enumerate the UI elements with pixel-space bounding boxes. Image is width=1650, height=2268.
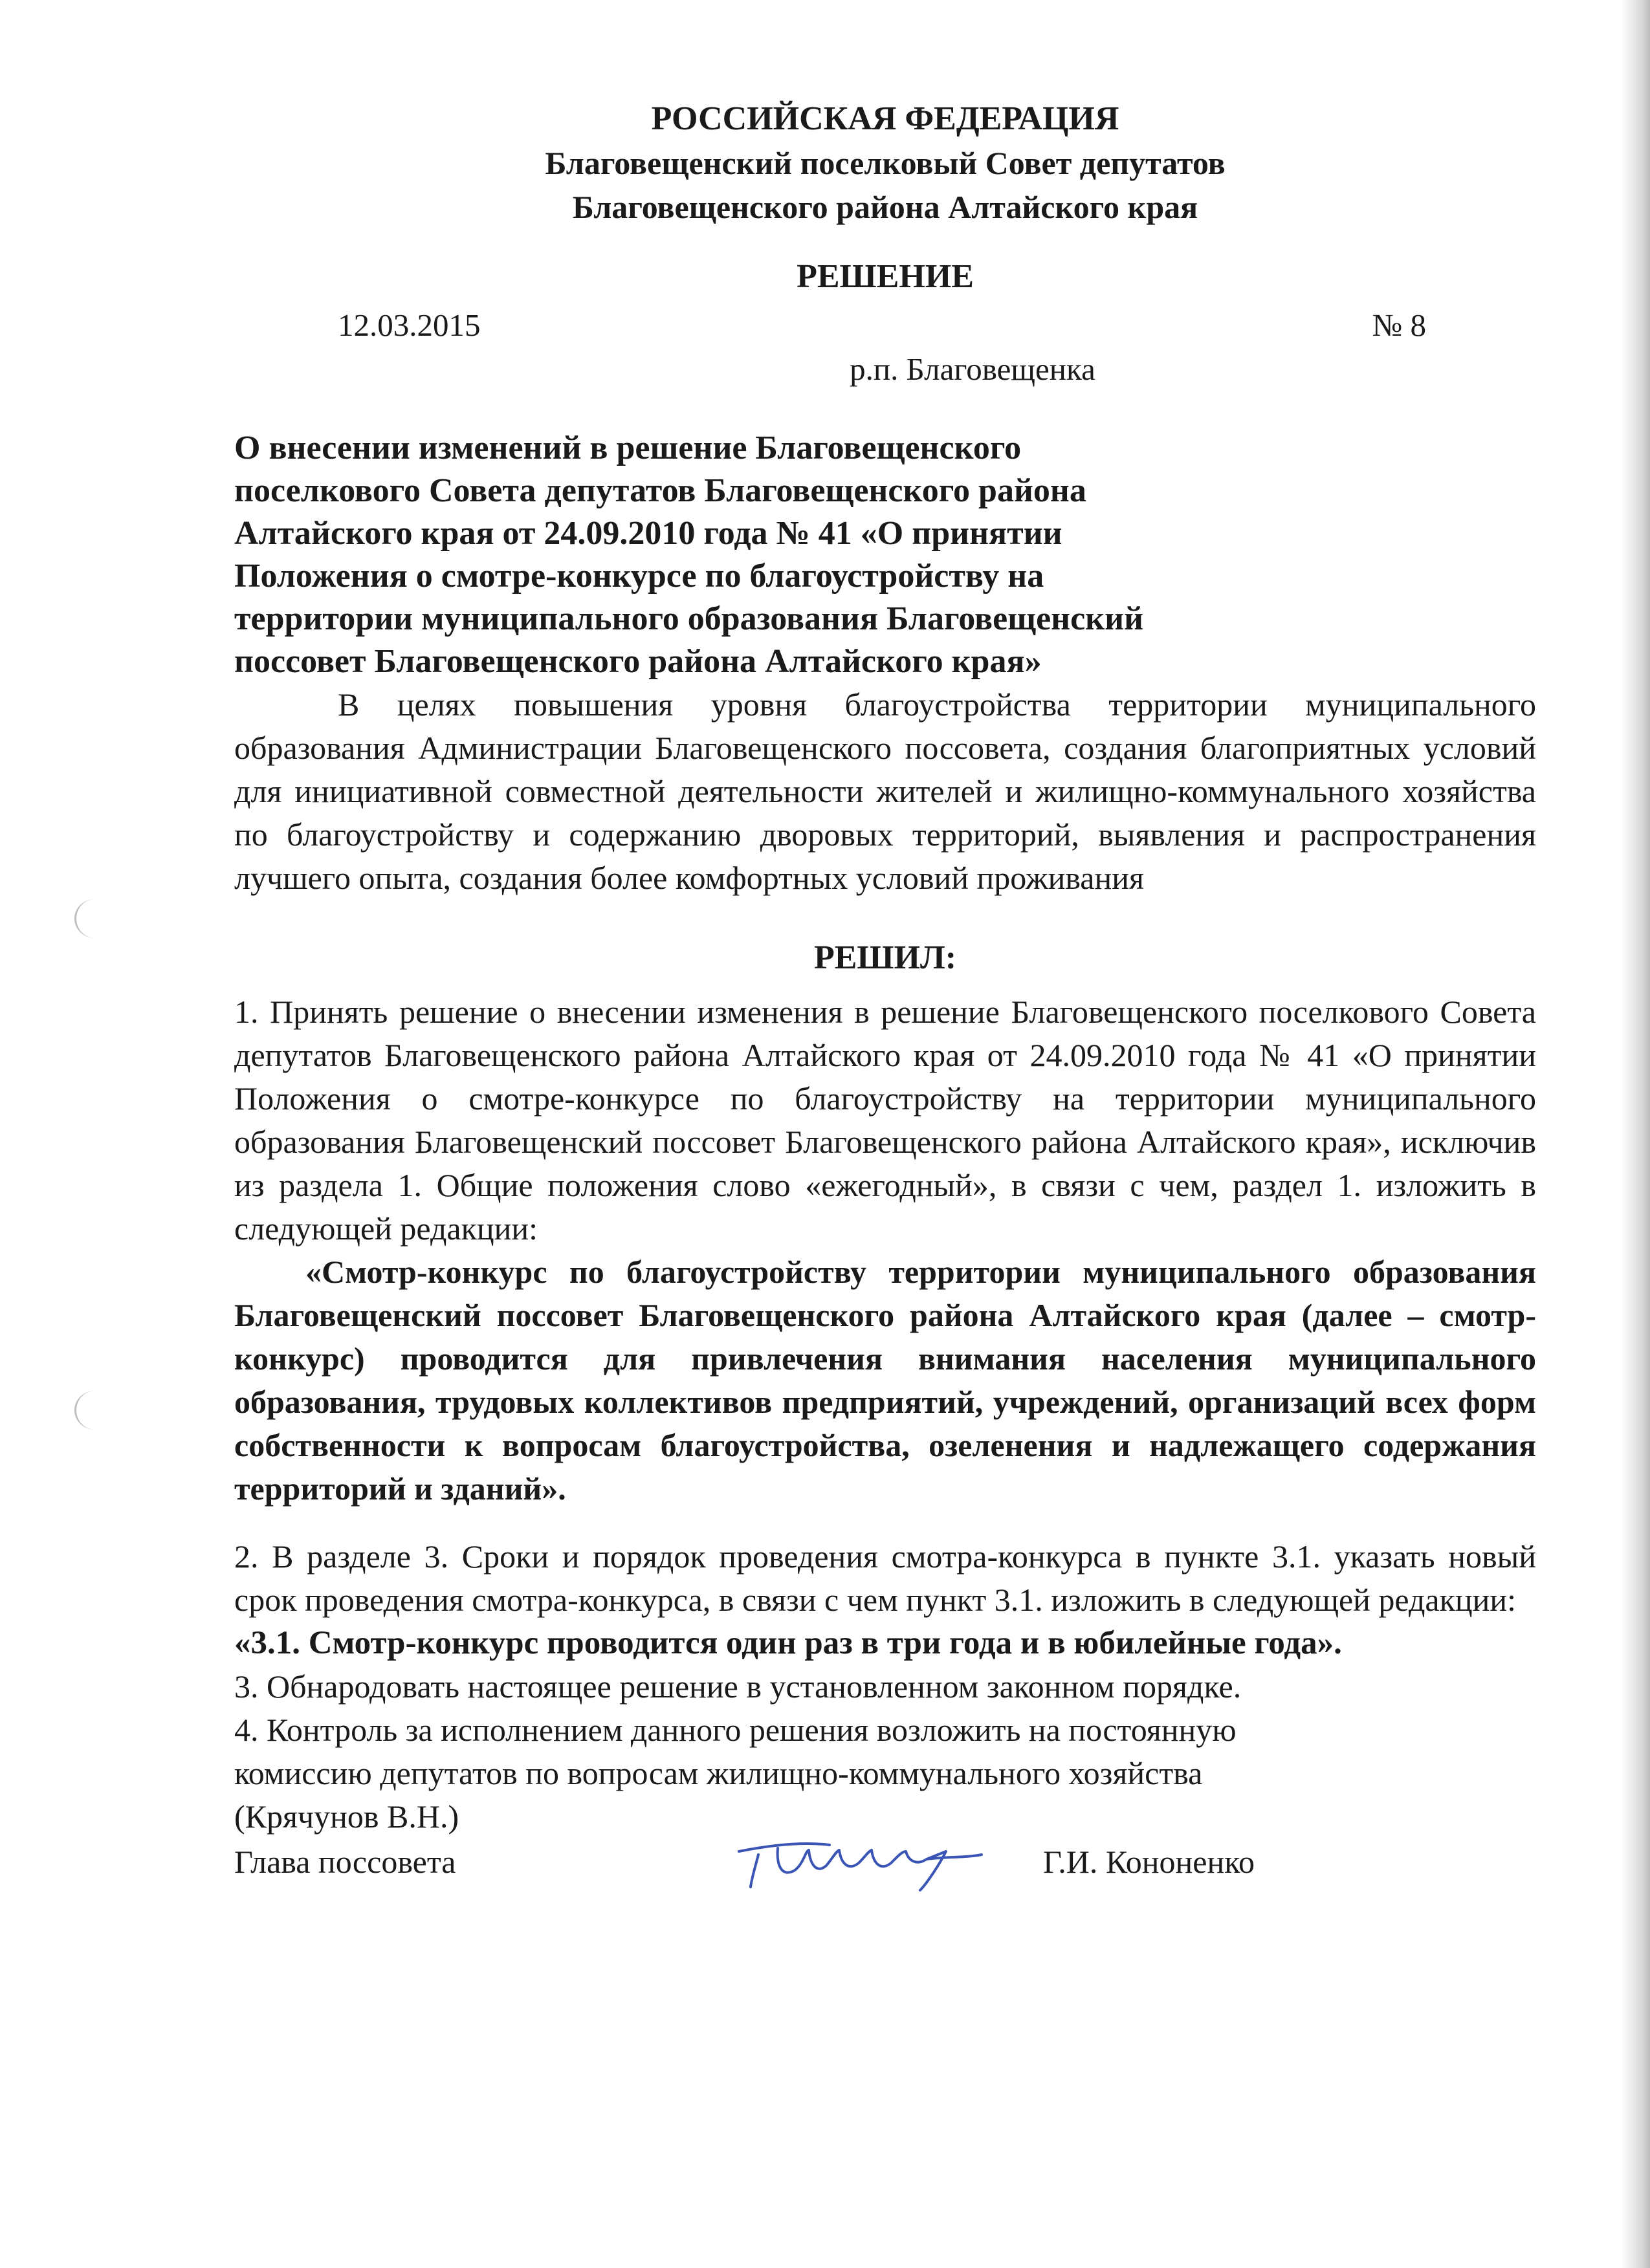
subject-line: Положения о смотре-конкурсе по благоустройству на — [234, 558, 1044, 594]
item-3-paragraph: 3. Обнародовать настоящее решение в установленном законном порядке. — [234, 1668, 1242, 1705]
date-number-row — [234, 303, 1536, 348]
preamble-paragraph: В целях повышения уровня благоустройства территории муниципального образования Администрации Благовещенского поссовета, создания благоприятных условий для инициативной совместной деятельности жителей и жилищно-коммунального хозяйства по благоустройству и содержанию дворовых территорий, выявления и распространения лучшего опыта, создания более комфортных условий проживания — [234, 686, 1536, 896]
subject-line: поссовет Благовещенского района Алтайского края» — [234, 643, 1042, 680]
decided-heading: РЕШИЛ: — [813, 939, 957, 976]
document-place: р.п. Благовещенка — [850, 351, 1095, 387]
document-subject — [234, 427, 1302, 683]
header-district: Благовещенского района Алтайского края — [572, 189, 1198, 225]
item-4-line: комиссию депутатов по вопросам жилищно-коммунального хозяйства — [234, 1755, 1203, 1791]
item-1-quote: «Смотр-конкурс по благоустройству территории муниципального образования Благовещенский поссовет Благовещенского района Алтайского края (далее – смотр-конкурс) проводится для привлечения внимания населения муниципального образования, трудовых коллективов предприятий, учреждений, организаций всех форм собственности к вопросам благоустройства, озеленения и надлежащего содержания территорий и зданий». — [234, 1254, 1536, 1507]
subject-line: поселкового Совета депутатов Благовещенского района — [234, 472, 1086, 509]
document-page — [234, 97, 1536, 1890]
subject-line: Алтайского края от 24.09.2010 года № 41 «О принятии — [234, 515, 1062, 552]
item-2-paragraph: 2. В разделе 3. Сроки и порядок проведения смотра-конкурса в пункте 3.1. указать новый срок проведения смотра-конкурса, в связи с чем пункт 3.1. изложить в следующей редакции: — [234, 1538, 1536, 1618]
signature-row — [234, 1838, 1536, 1890]
handwritten-signature — [732, 1826, 991, 1897]
item-4-line: 4. Контроль за исполнением данного решения возложить на постоянную — [234, 1712, 1237, 1748]
header-country: РОССИЙСКАЯ ФЕДЕРАЦИЯ — [651, 100, 1119, 137]
punch-hole-mark — [74, 1391, 115, 1430]
signatory-name: Г.И. Кононенко — [1043, 1844, 1255, 1880]
header-council: Благовещенский поселковый Совет депутатов — [545, 145, 1226, 181]
subject-line: территории муниципального образования Благовещенский — [234, 600, 1144, 637]
document-type: РЕШЕНИЕ — [797, 258, 974, 295]
item-2-quote: «3.1. Смотр-конкурс проводится один раз в три года и в юбилейные года». — [234, 1625, 1342, 1661]
document-date: 12.03.2015 — [338, 307, 481, 343]
punch-hole-mark — [74, 899, 115, 938]
item-1-paragraph: 1. Принять решение о внесении изменения в решение Благовещенского поселкового Совета депутатов Благовещенского района Алтайского края от 24.09.2010 года № 41 «О принятии Положения о смотре-конкурсе по благоустройству на территории муниципального образования Благовещенский поссовет Благовещенского района Алтайского края», исключив из раздела 1. Общие положения слово «ежегодный», в связи с чем, раздел 1. изложить в следующей редакции: — [234, 994, 1536, 1247]
item-4-line: (Крячунов В.Н.) — [234, 1798, 459, 1835]
subject-line: О внесении изменений в решение Благовещенского — [234, 430, 1022, 466]
signatory-title: Глава поссовета — [234, 1844, 456, 1880]
document-number: № 8 — [1372, 307, 1426, 343]
scan-edge-shadow — [1621, 0, 1650, 2268]
